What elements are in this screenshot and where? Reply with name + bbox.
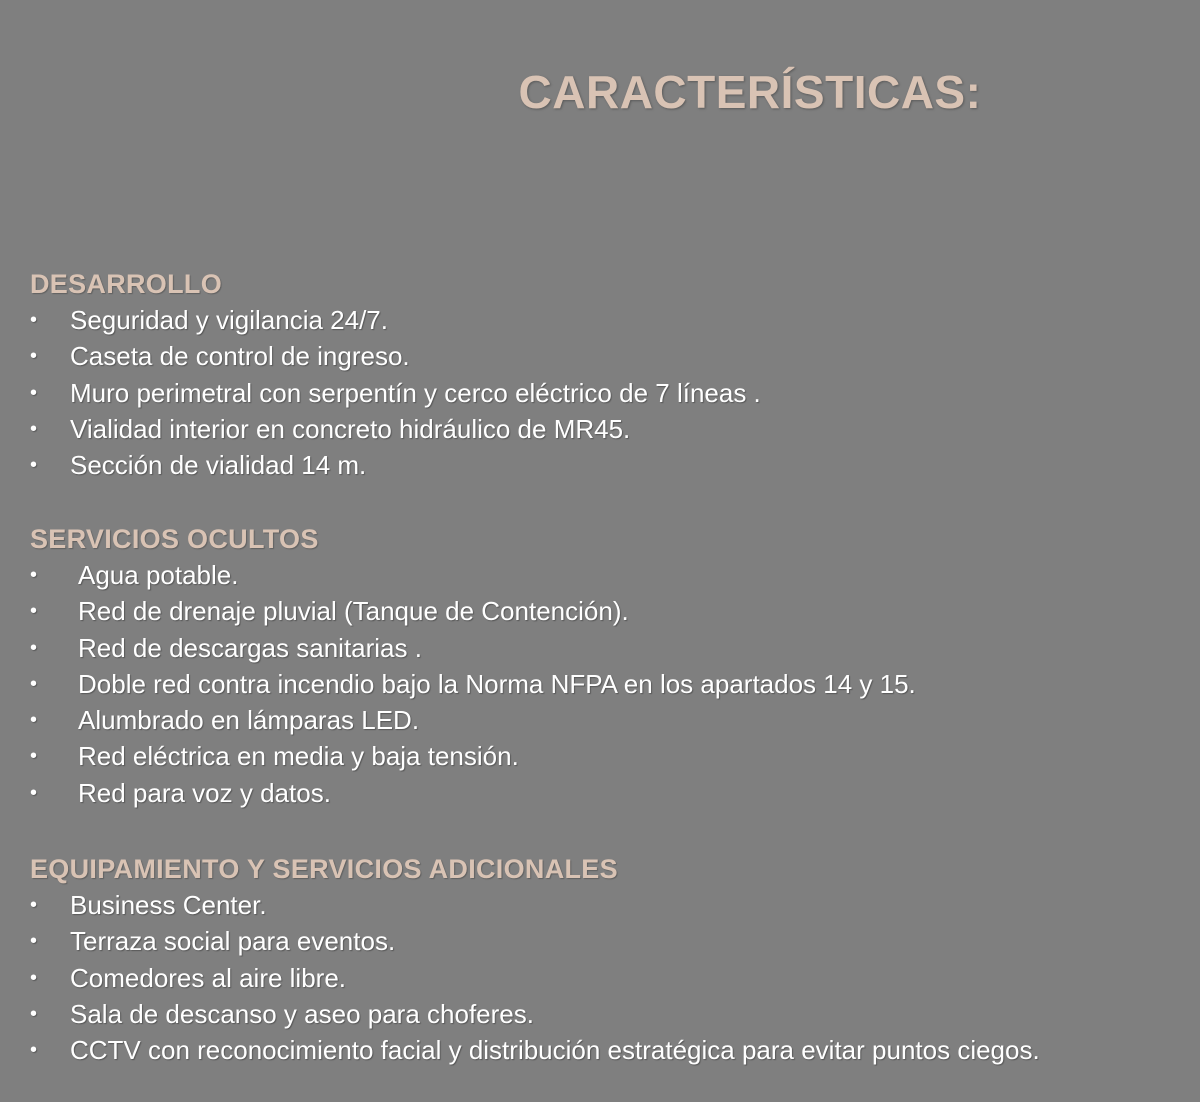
list-item: • CCTV con reconocimiento facial y distribución estratégica para evitar puntos ciegos. <box>30 1032 1190 1068</box>
list-item: • Red eléctrica en media y baja tensión. <box>30 738 1190 774</box>
bullet-icon: • <box>30 454 38 477</box>
page-title: CARACTERÍSTICAS: <box>518 66 982 118</box>
section-servicios-ocultos <box>30 521 1190 811</box>
list-item: • Red de drenaje pluvial (Tanque de Contención). <box>30 593 1190 629</box>
bullet-icon: • <box>30 672 38 695</box>
section-heading: EQUIPAMIENTO Y SERVICIOS ADICIONALES <box>30 854 618 884</box>
bullet-icon: • <box>30 345 38 368</box>
list-item: • Red para voz y datos. <box>30 775 1190 811</box>
bullet-icon: • <box>30 1039 38 1062</box>
list-item: • Agua potable. <box>30 557 1190 593</box>
bullet-icon: • <box>30 417 38 440</box>
section-desarrollo <box>30 266 1190 483</box>
bullet-icon: • <box>30 636 38 659</box>
list-item: • Alumbrado en lámparas LED. <box>30 702 1190 738</box>
bullet-list <box>30 302 1190 483</box>
bullet-icon: • <box>30 781 38 804</box>
list-item: • Doble red contra incendio bajo la Norma NFPA en los apartados 14 y 15. <box>30 666 1190 702</box>
bullet-icon: • <box>30 1002 38 1025</box>
bullet-icon: • <box>30 745 38 768</box>
section-heading: DESARROLLO <box>30 269 222 299</box>
list-item: • Caseta de control de ingreso. <box>30 338 1190 374</box>
list-item: • Red de descargas sanitarias . <box>30 630 1190 666</box>
bullet-icon: • <box>30 381 38 404</box>
bullet-icon: • <box>30 966 38 989</box>
section-equipamiento <box>30 851 1190 1068</box>
section-heading: SERVICIOS OCULTOS <box>30 524 319 554</box>
bullet-icon: • <box>30 894 38 916</box>
bullet-icon: • <box>30 564 38 586</box>
list-item: • Sala de descanso y aseo para choferes. <box>30 996 1190 1032</box>
list-item: • Business Center. <box>30 887 1190 923</box>
bullet-icon: • <box>30 930 38 953</box>
list-item: • Comedores al aire libre. <box>30 960 1190 996</box>
list-item: • Vialidad interior en concreto hidráulico de MR45. <box>30 411 1190 447</box>
bullet-icon: • <box>30 709 38 732</box>
bullet-list <box>30 557 1190 811</box>
list-item: • Sección de vialidad 14 m. <box>30 447 1190 483</box>
bullet-icon: • <box>30 600 38 623</box>
list-item: • Seguridad y vigilancia 24/7. <box>30 302 1190 338</box>
list-item: • Muro perimetral con serpentín y cerco eléctrico de 7 líneas . <box>30 375 1190 411</box>
bullet-icon: • <box>30 309 38 331</box>
list-item: • Terraza social para eventos. <box>30 923 1190 959</box>
bullet-list <box>30 887 1190 1068</box>
